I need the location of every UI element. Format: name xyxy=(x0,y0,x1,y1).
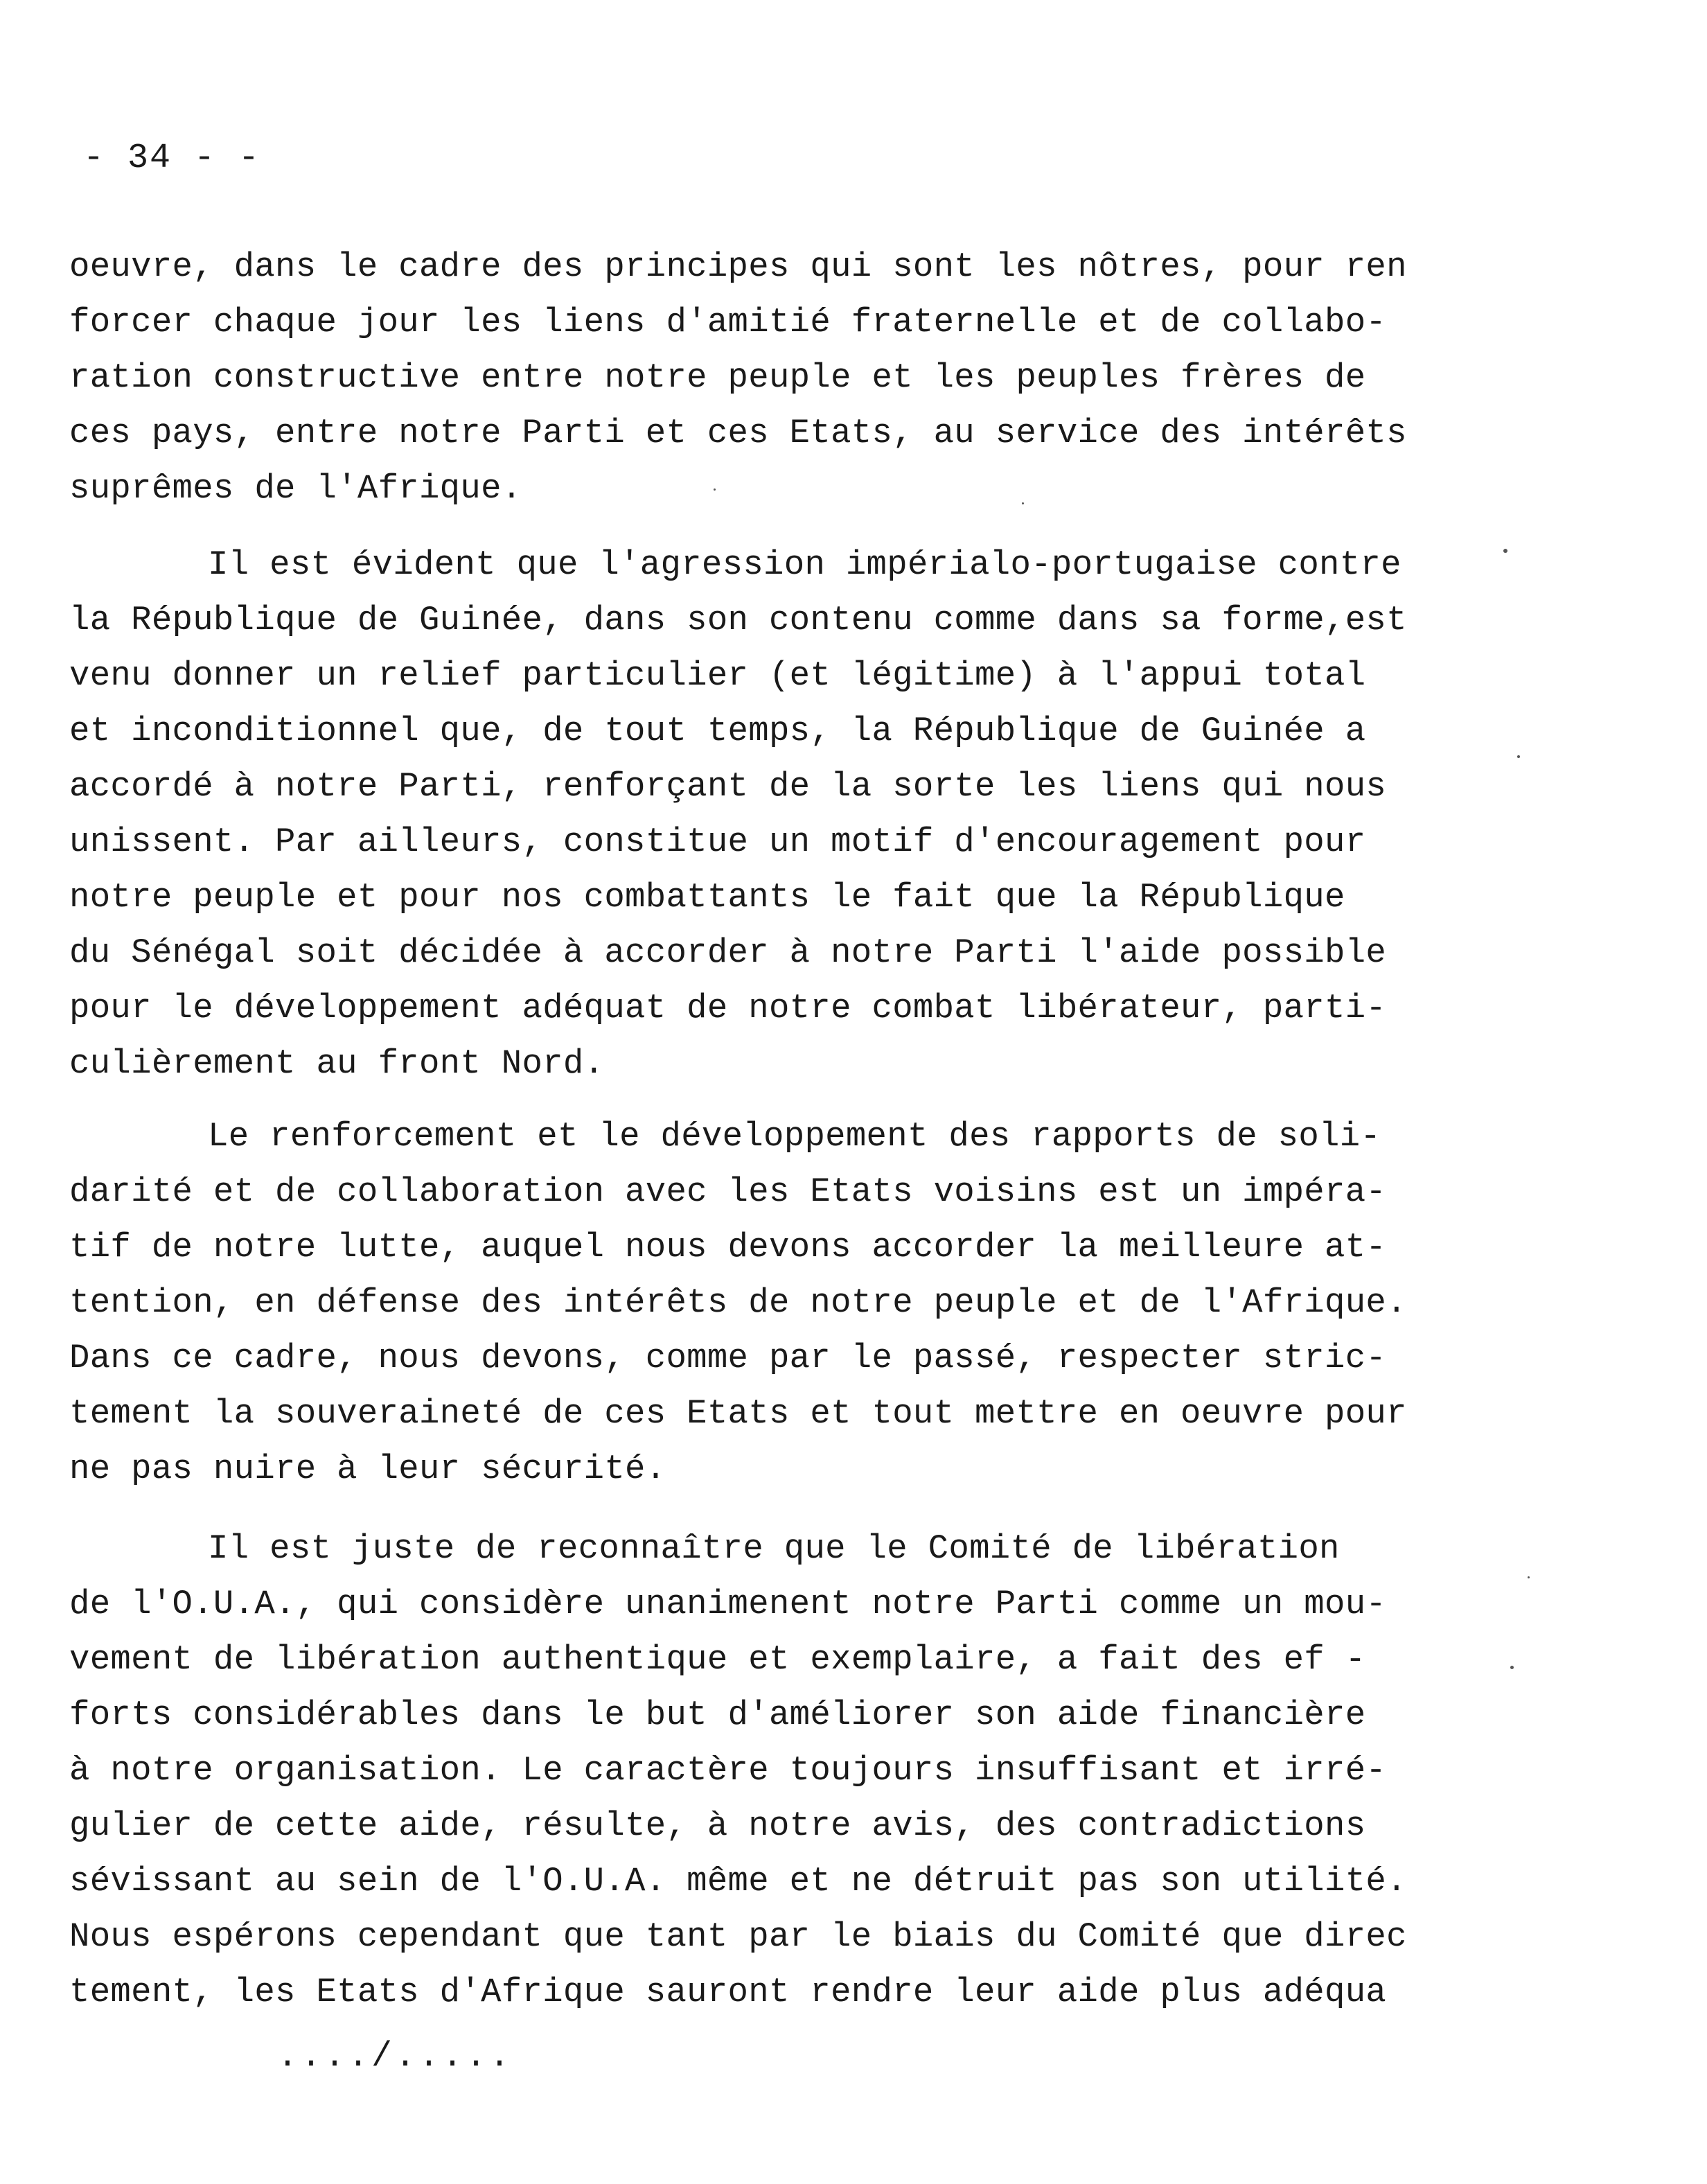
text-line: sévissant au sein de l'O.U.A. même et ne détruit pas son utilité. xyxy=(69,1862,1407,1901)
text-line: Nous espérons cependant que tant par le biais du Comité que direc xyxy=(69,1917,1407,1956)
text-line: Le renforcement et le développement des rapports de soli- xyxy=(208,1117,1381,1156)
text-line: suprêmes de l'Afrique. xyxy=(69,469,522,508)
page-number: - 34 - - xyxy=(83,139,261,178)
paragraph-3 xyxy=(69,1109,1455,1497)
text-line: tif de notre lutte, auquel nous devons accorder la meilleure at- xyxy=(69,1228,1387,1267)
text-line: ces pays, entre notre Parti et ces Etats, au service des intérêts xyxy=(69,414,1407,452)
paragraph-2 xyxy=(69,537,1455,1091)
text-line: Il est évident que l'agression impérialo-portugaise contre xyxy=(208,545,1401,584)
continuation-marker: ..../..... xyxy=(277,2037,513,2077)
text-line: vement de libération authentique et exemplaire, a fait des ef - xyxy=(69,1640,1366,1679)
text-line: Il est juste de reconnaître que le Comité de libération xyxy=(208,1529,1340,1568)
text-line: la République de Guinée, dans son contenu comme dans sa forme,est xyxy=(69,601,1407,640)
text-line: de l'O.U.A., qui considère unanimenent notre Parti comme un mou- xyxy=(69,1585,1387,1623)
text-line: à notre organisation. Le caractère toujours insuffisant et irré- xyxy=(69,1751,1387,1790)
text-line: tement la souveraineté de ces Etats et tout mettre en oeuvre pour xyxy=(69,1394,1407,1433)
text-line: unissent. Par ailleurs, constitue un motif d'encouragement pour xyxy=(69,822,1366,861)
scan-speck xyxy=(1503,549,1507,553)
text-line: culièrement au front Nord. xyxy=(69,1044,605,1083)
text-line: tention, en défense des intérêts de notre peuple et de l'Afrique. xyxy=(69,1283,1407,1322)
scan-speck xyxy=(1528,1576,1530,1578)
text-line: forts considérables dans le but d'améliorer son aide financière xyxy=(69,1696,1366,1734)
text-line: du Sénégal soit décidée à accorder à notre Parti l'aide possible xyxy=(69,933,1387,972)
text-line: et inconditionnel que, de tout temps, la République de Guinée a xyxy=(69,712,1366,750)
scan-speck xyxy=(1510,1666,1514,1669)
text-line: Dans ce cadre, nous devons, comme par le passé, respecter stric- xyxy=(69,1339,1387,1377)
text-line: forcer chaque jour les liens d'amitié fraternelle et de collabo- xyxy=(69,303,1387,342)
text-line: ne pas nuire à leur sécurité. xyxy=(69,1450,666,1488)
text-line: darité et de collaboration avec les Etats voisins est un impéra- xyxy=(69,1172,1387,1211)
paragraph-4 xyxy=(69,1521,1455,2020)
text-line: accordé à notre Parti, renforçant de la sorte les liens qui nous xyxy=(69,767,1387,806)
text-line: oeuvre, dans le cadre des principes qui sont les nôtres, pour ren xyxy=(69,247,1407,286)
text-line: venu donner un relief particulier (et légitime) à l'appui total xyxy=(69,656,1366,695)
scan-speck xyxy=(1517,755,1520,758)
text-line: tement, les Etats d'Afrique sauront rendre leur aide plus adéqua xyxy=(69,1973,1387,2011)
text-line: ration constructive entre notre peuple et les peuples frères de xyxy=(69,358,1366,397)
text-line: notre peuple et pour nos combattants le fait que la République xyxy=(69,878,1345,917)
scan-speck xyxy=(1022,502,1024,504)
scan-speck xyxy=(714,488,716,491)
paragraph-1 xyxy=(69,239,1455,516)
text-line: gulier de cette aide, résulte, à notre avis, des contradictions xyxy=(69,1806,1366,1845)
text-line: pour le développement adéquat de notre combat libérateur, parti- xyxy=(69,989,1387,1028)
